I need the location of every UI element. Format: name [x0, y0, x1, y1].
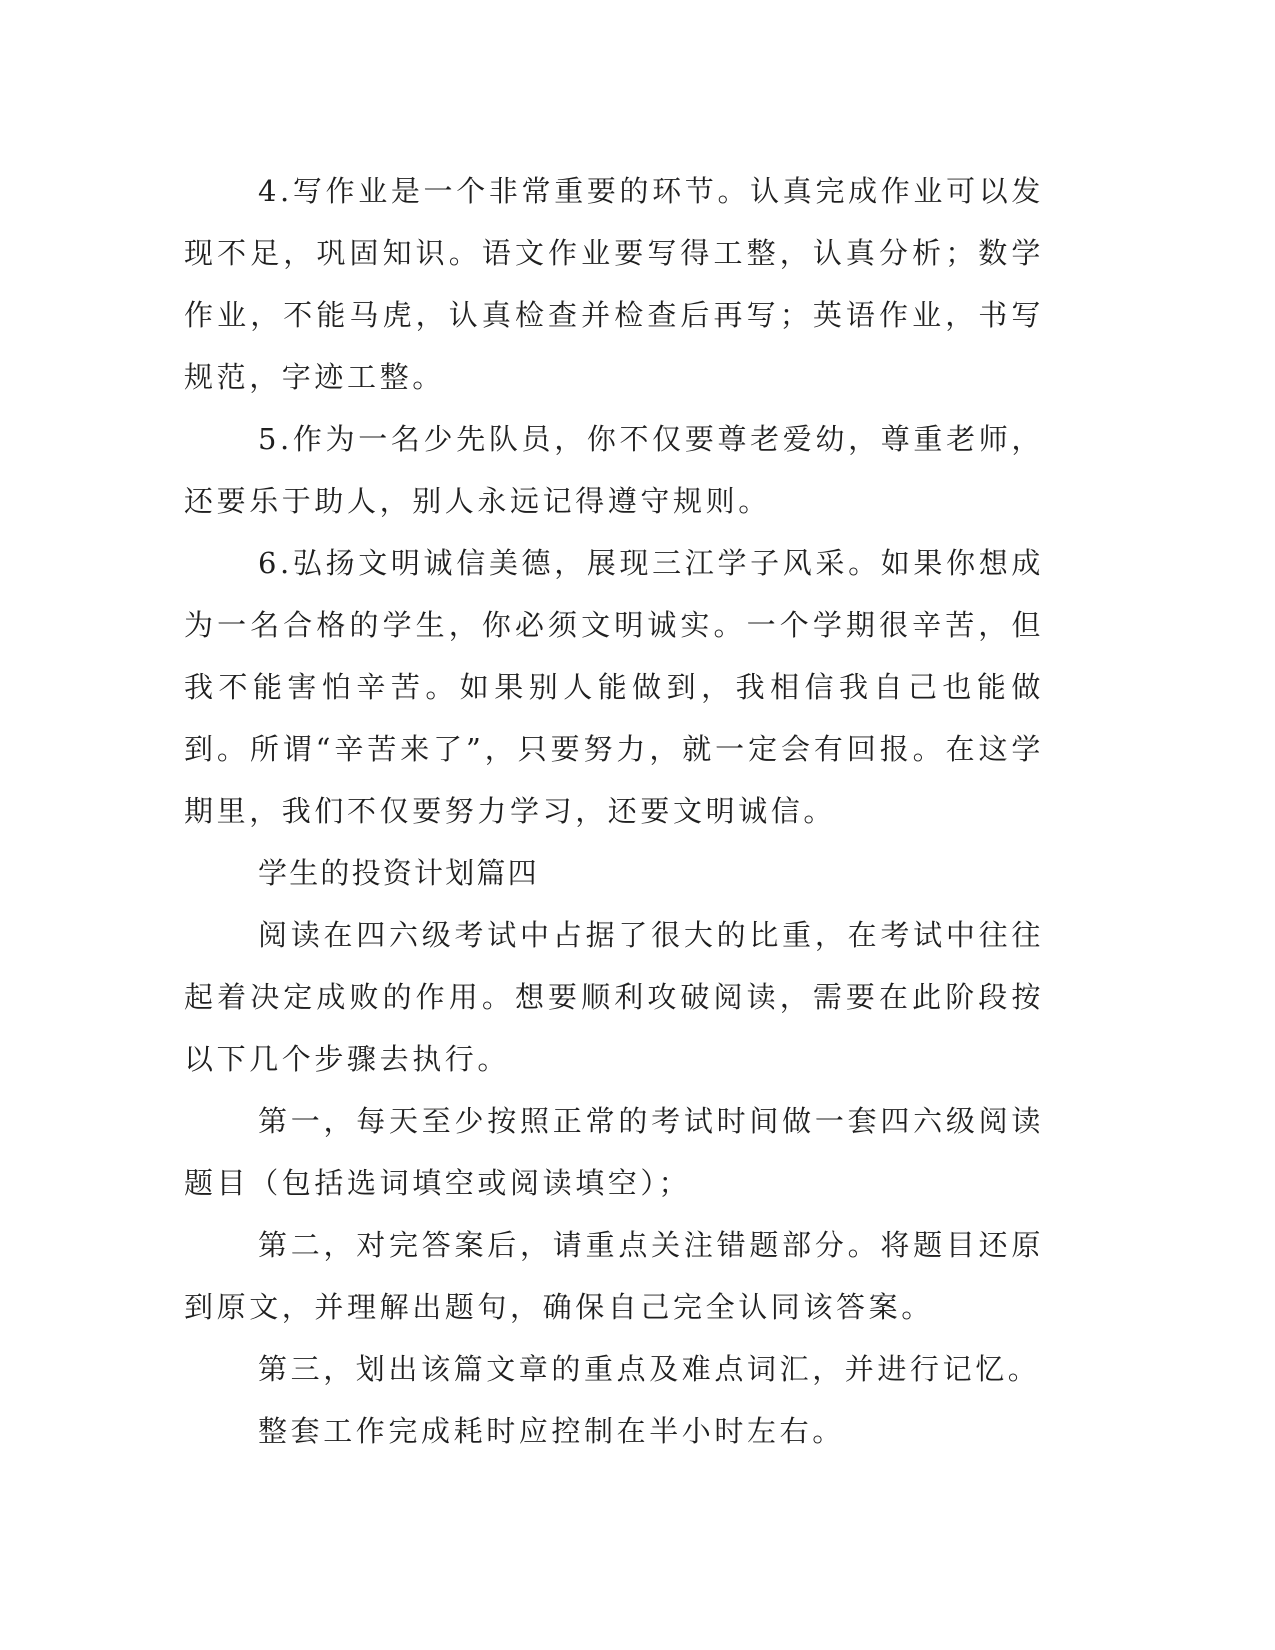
paragraph-item-4: 4.写作业是一个非常重要的环节。认真完成作业可以发现不足，巩固知识。语文作业要写得工整，认真分析；数学作业，不能马虎，认真检查并检查后再写；英语作业，书写规范，字迹工整。 — [184, 174, 1044, 394]
step-two-paragraph: 第二，对完答案后，请重点关注错题部分。将题目还原到原文，并理解出题句，确保自己完全认同该答案。 — [184, 1228, 1044, 1324]
section-intro-paragraph: 阅读在四六级考试中占据了很大的比重，在考试中往往起着决定成败的作用。想要顺利攻破阅读，需要在此阶段按以下几个步骤去执行。 — [184, 918, 1044, 1076]
document-body — [184, 160, 1044, 1462]
step-one-paragraph: 第一，每天至少按照正常的考试时间做一套四六级阅读题目（包括选词填空或阅读填空）； — [184, 1104, 1044, 1200]
paragraph-item-5: 5.作为一名少先队员，你不仅要尊老爱幼，尊重老师，还要乐于助人，别人永远记得遵守规则。 — [184, 422, 1044, 518]
section-heading: 学生的投资计划篇四 — [258, 856, 539, 890]
closing-paragraph: 整套工作完成耗时应控制在半小时左右。 — [258, 1414, 845, 1448]
paragraph-item-6: 6.弘扬文明诚信美德，展现三江学子风采。如果你想成为一名合格的学生，你必须文明诚实。一个学期很辛苦，但我不能害怕辛苦。如果别人能做到，我相信我自己也能做到。所谓“辛苦来了”，只要努力，就一定会有回报。在这学期里，我们不仅要努力学习，还要文明诚信。 — [184, 546, 1044, 828]
step-three-paragraph: 第三，划出该篇文章的重点及难点词汇，并进行记忆。 — [258, 1352, 1041, 1386]
